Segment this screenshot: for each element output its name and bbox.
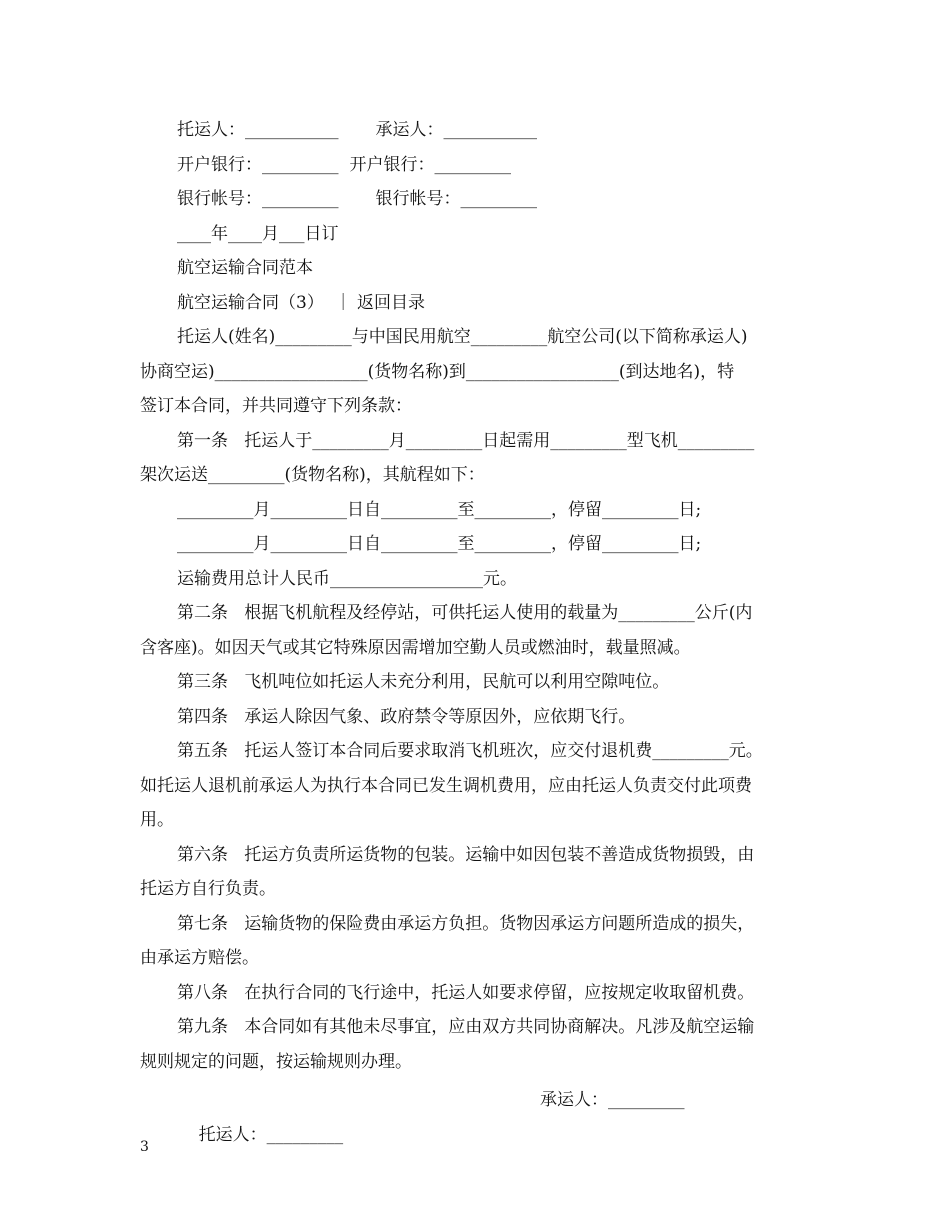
article-6-line-1: 第六条 托运方负责所运货物的包装。运输中如因包装不善造成货物损毁，由 — [177, 844, 755, 865]
article-1-line-2: 架次运送_________(货物名称)，其航程如下： — [140, 465, 485, 485]
shipper-field: 托运人：___________ — [177, 120, 339, 140]
fee-line: 运输费用总计人民币__________________元。 — [177, 568, 517, 589]
article-5-line-3: 用。 — [140, 810, 174, 830]
article-1-line-1: 第一条 托运人于_________月_________日起需用_________型飞机_________ — [177, 430, 755, 451]
subtitle-nav-link[interactable]: 航空运输合同（3） ｜ 返回目录 — [177, 292, 426, 313]
article-9-line-2: 规则规定的问题，按运输规则办理。 — [140, 1051, 412, 1072]
route-line-2: _________月_________日自_________至_________，停留_________日; — [177, 534, 702, 554]
shipper-bank-field: 开户银行：_________ — [177, 154, 339, 175]
date-line: ____年____月___日订 — [177, 223, 339, 244]
article-4: 第四条 承运人除因气象、政府禁令等原因外，应依期飞行。 — [177, 706, 636, 727]
article-2-line-1: 第二条 根据飞机航程及经停站，可供托运人使用的载量为_________公斤(内 — [177, 603, 753, 623]
party-row-banks — [140, 148, 820, 183]
party-row-names — [140, 113, 820, 148]
contract-text — [140, 113, 820, 1079]
shipper-signature: 托运人：_________ — [198, 1124, 344, 1145]
signature-row — [177, 1083, 817, 1145]
article-7-line-1: 第七条 运输货物的保险费由承运方负担。货物因承运方问题所造成的损失， — [177, 913, 755, 934]
article-5-line-2: 如托运人退机前承运人为执行本合同已发生调机费用，应由托运人负责交付此项费 — [140, 775, 752, 796]
page-number: 3 — [140, 1139, 149, 1155]
article-9-line-1: 第九条 本合同如有其他未尽事宜，应由双方共同协商解决。凡涉及航空运输 — [177, 1017, 755, 1037]
carrier-signature: 承运人：_________ — [540, 1090, 685, 1110]
article-7-line-2: 由承运方赔偿。 — [140, 948, 259, 968]
intro-line-1: 托运人(姓名)_________与中国民用航空_________航空公司(以下简称承运人) — [177, 327, 748, 347]
article-6-line-2: 托运方自行负责。 — [140, 879, 276, 899]
intro-line-2: 协商空运)__________________(货物名称)到__________________(到达地名)，特 — [140, 361, 735, 382]
article-3: 第三条 飞机吨位如托运人未充分利用，民航可以利用空隙吨位。 — [177, 672, 670, 692]
party-row-accounts — [140, 182, 820, 217]
carrier-field: 承运人：___________ — [375, 120, 537, 140]
shipper-account-field: 银行帐号：_________ — [177, 189, 339, 209]
carrier-bank-field: 开户银行：_________ — [349, 154, 511, 175]
carrier-account-field: 银行帐号：_________ — [375, 189, 537, 209]
route-line-1: _________月_________日自_________至_________，停留_________日; — [177, 499, 702, 520]
article-8: 第八条 在执行合同的飞行途中，托运人如要求停留，应按规定收取留机费。 — [177, 982, 755, 1003]
intro-line-3: 签订本合同，并共同遵守下列条款： — [140, 396, 412, 416]
article-2-line-2: 含客座)。如因天气或其它特殊原因需增加空勤人员或燃油时，载量照减。 — [140, 637, 691, 658]
article-5-line-1: 第五条 托运人签订本合同后要求取消飞机班次，应交付退机费_________元。 — [177, 741, 763, 761]
document-title: 航空运输合同范本 — [177, 258, 313, 278]
